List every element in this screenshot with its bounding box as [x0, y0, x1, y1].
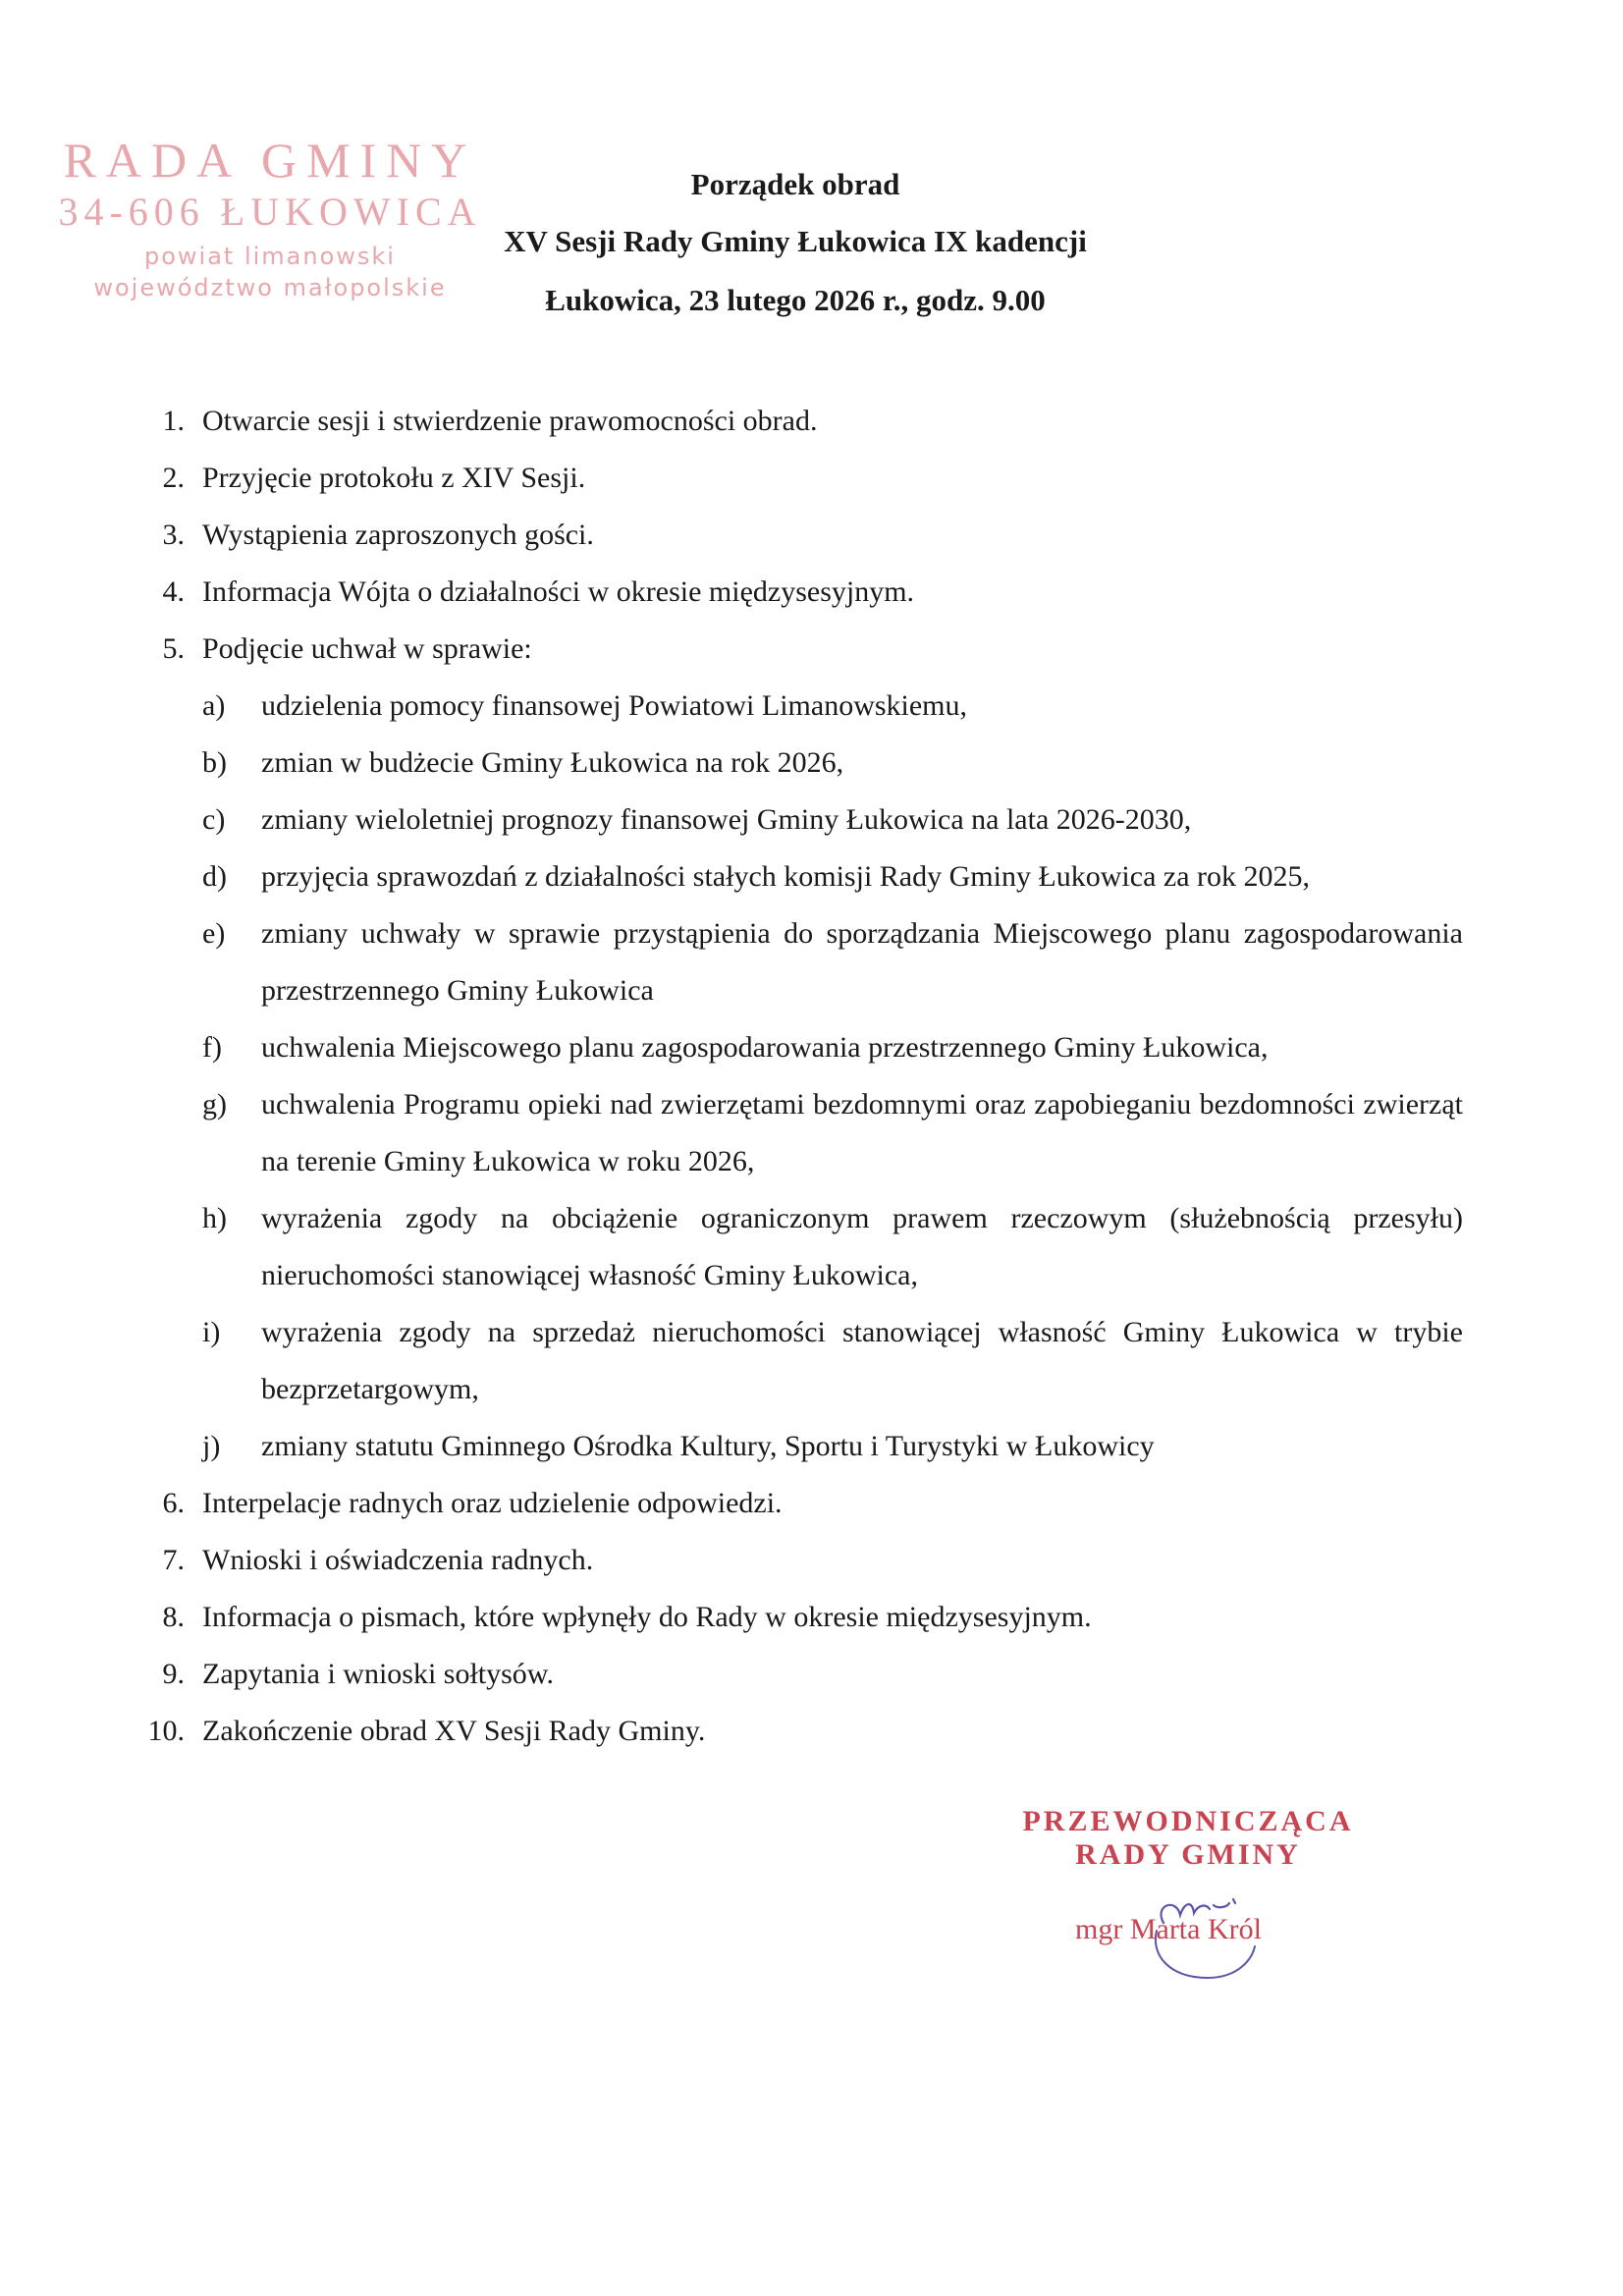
agenda-item	[137, 1703, 1473, 1760]
subitem-text: uchwalenia Programu opieki nad zwierzętami bezdomnymi oraz zapobieganiu bezdomności zwierząt na terenie Gminy Łukowica w roku 2026,	[261, 1088, 1463, 1177]
agenda-item-text: Wystąpienia zaproszonych gości.	[202, 519, 594, 551]
agenda-item-number: 7.	[162, 1544, 185, 1576]
chairperson-name: mgr Marta Król	[1075, 1913, 1262, 1945]
agenda-item-text: Otwarcie sesji i stwierdzenie prawomocności obrad.	[202, 405, 818, 437]
agenda-item-number: 4.	[162, 575, 185, 608]
agenda-item-number: 8.	[162, 1601, 185, 1633]
subitem-letter: h)	[202, 1202, 227, 1234]
agenda-item-number: 6.	[162, 1487, 185, 1519]
stamp-line-4: województwo małopolskie	[93, 274, 447, 301]
agenda-item-number: 9.	[162, 1658, 185, 1690]
agenda-item-text: Wnioski i oświadczenia radnych.	[202, 1544, 594, 1576]
subitem-text: uchwalenia Miejscowego planu zagospodarowania przestrzennego Gminy Łukowica,	[261, 1031, 1269, 1064]
subitem-text: zmiany statutu Gminnego Ośrodka Kultury, Sportu i Turystyki w Łukowicy	[261, 1430, 1155, 1462]
council-stamp	[39, 133, 501, 303]
chairperson-role-line-2: RADY GMINY	[1075, 1838, 1301, 1871]
subitem-text: zmiany uchwały w sprawie przystąpienia do sporządzania Miejscowego planu zagospodarowania przestrzennego Gminy Łukowica	[261, 917, 1463, 1007]
stamp-line-3: powiat limanowski	[144, 243, 396, 270]
chairperson-role-line-1: PRZEWODNICZĄCA	[1022, 1805, 1354, 1837]
agenda-subitem	[137, 1019, 1473, 1076]
agenda-subitem	[137, 1076, 1473, 1190]
subitem-letter: b)	[202, 746, 227, 779]
agenda-item-text: Podjęcie uchwał w sprawie:	[202, 632, 532, 665]
session-subtitle: XV Sesji Rady Gminy Łukowica IX kadencji	[504, 224, 1087, 258]
agenda-list	[137, 393, 1473, 1760]
stamp-line-2: 34-606 ŁUKOWICA	[58, 190, 482, 234]
subitem-letter: g)	[202, 1088, 227, 1121]
agenda-item	[137, 1532, 1473, 1589]
agenda-item	[137, 393, 1473, 450]
agenda-subitem	[137, 905, 1473, 1019]
agenda-item	[137, 507, 1473, 564]
agenda-item	[137, 450, 1473, 507]
subitem-letter: e)	[202, 917, 226, 950]
subitem-letter: a)	[202, 689, 226, 722]
document-title: Porządek obrad	[690, 167, 900, 201]
chairperson-stamp	[1001, 1805, 1375, 1872]
subitem-letter: i)	[202, 1316, 221, 1348]
agenda-item	[137, 564, 1473, 621]
subitem-letter: d)	[202, 860, 227, 893]
agenda-subitem	[137, 678, 1473, 735]
agenda-subitem	[137, 792, 1473, 848]
subitem-text: zmian w budżecie Gminy Łukowica na rok 2026,	[261, 746, 844, 779]
agenda-item-number: 2.	[162, 462, 185, 494]
agenda-item	[137, 1475, 1473, 1532]
agenda-subitem	[137, 1190, 1473, 1304]
agenda-item-text: Zapytania i wnioski sołtysów.	[202, 1658, 555, 1690]
agenda-subitem	[137, 735, 1473, 792]
agenda-item-text: Informacja Wójta o działalności w okresie międzysesyjnym.	[202, 575, 915, 608]
subitem-text: wyrażenia zgody na sprzedaż nieruchomości stanowiącej własność Gminy Łukowica w trybie bezprzetargowym,	[261, 1316, 1463, 1405]
subitem-letter: j)	[202, 1430, 221, 1462]
agenda-item-number: 10.	[147, 1715, 185, 1747]
agenda-item	[137, 1589, 1473, 1646]
agenda-item-text: Przyjęcie protokołu z XIV Sesji.	[202, 462, 586, 494]
date-line: Łukowica, 23 lutego 2026 r., godz. 9.00	[545, 283, 1046, 317]
agenda-item-text: Zakończenie obrad XV Sesji Rady Gminy.	[202, 1715, 706, 1747]
stamp-line-1: RADA GMINY	[63, 133, 477, 188]
subitem-text: zmiany wieloletniej prognozy finansowej Gminy Łukowica na lata 2026-2030,	[261, 803, 1192, 836]
agenda-item-number: 1.	[162, 405, 185, 437]
agenda-item-text: Informacja o pismach, które wpłynęły do Rady w okresie międzysesyjnym.	[202, 1601, 1092, 1633]
agenda-item	[137, 621, 1473, 678]
agenda-subitem	[137, 1304, 1473, 1418]
agenda-item-number: 3.	[162, 519, 185, 551]
agenda-item-number: 5.	[162, 632, 185, 665]
agenda-item	[137, 1646, 1473, 1703]
agenda-item-text: Interpelacje radnych oraz udzielenie odpowiedzi.	[202, 1487, 783, 1519]
subitem-letter: c)	[202, 803, 226, 836]
agenda-subitem	[137, 848, 1473, 905]
agenda-subitem	[137, 1418, 1473, 1475]
subitem-text: wyrażenia zgody na obciążenie ograniczonym prawem rzeczowym (służebnością przesyłu) nieruchomości stanowiącej własność Gminy Łukowica,	[261, 1202, 1463, 1291]
subitem-letter: f)	[202, 1031, 222, 1064]
subitem-text: przyjęcia sprawozdań z działalności stałych komisji Rady Gminy Łukowica za rok 2025,	[261, 860, 1311, 893]
subitem-text: udzielenia pomocy finansowej Powiatowi Limanowskiemu,	[261, 689, 968, 722]
